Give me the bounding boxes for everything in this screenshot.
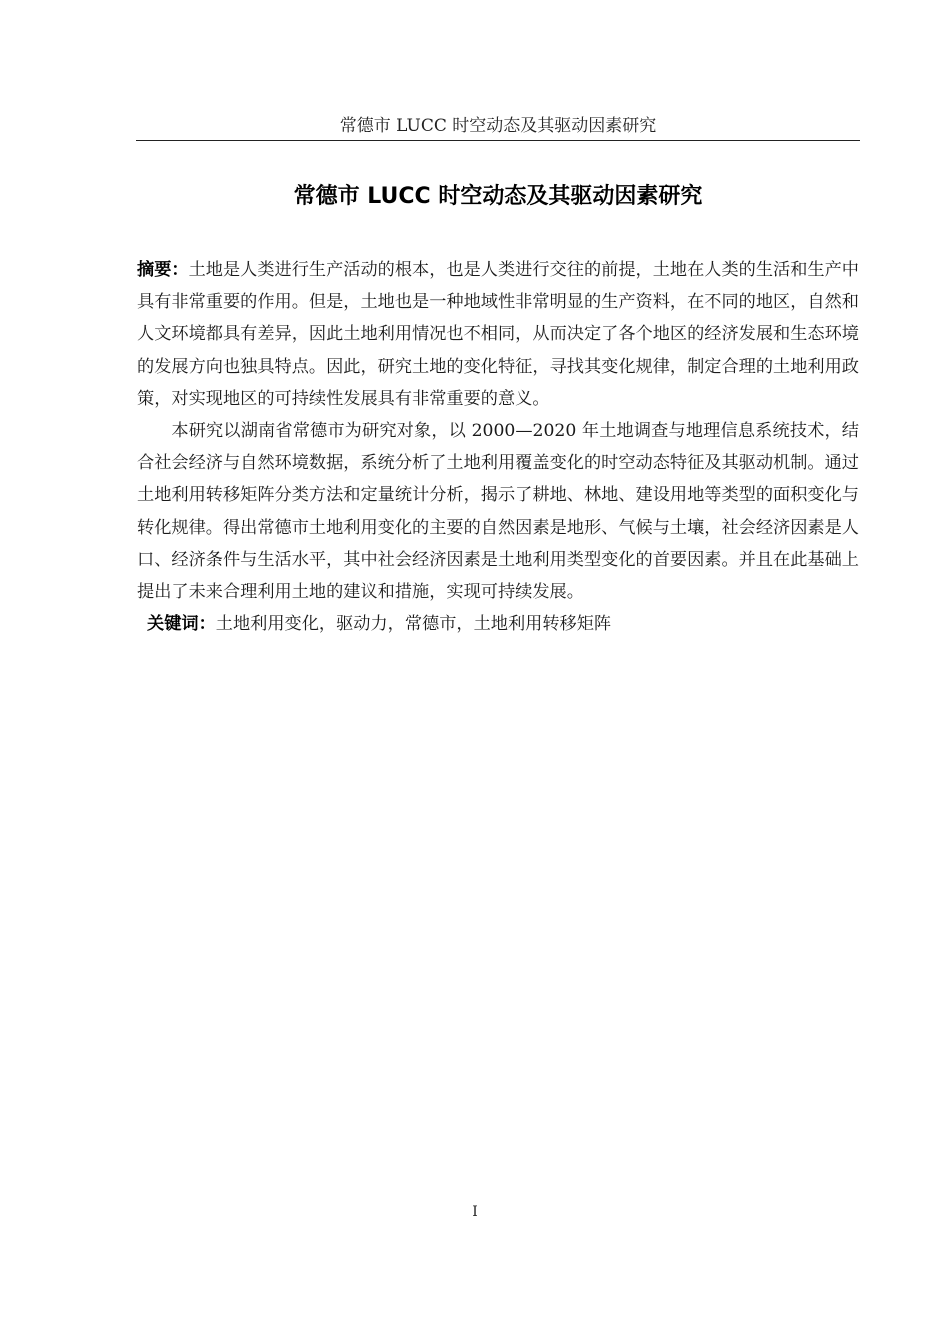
keywords-line xyxy=(137,608,859,640)
abstract-text-1: 土地是人类进行生产活动的根本，也是人类进行交往的前提，土地在人类的生活和生产中具有非常重要的作用。但是，土地也是一种地域性非常明显的生产资料，在不同的地区，自然和人文环境都具有差异，因此土地利用情况也不相同，从而决定了各个地区的经济发展和生态环境的发展方向也独具特点。因此，研究土地的变化特征，寻找其变化规律，制定合理的土地利用政策，对实现地区的可持续性发展具有非常重要的意义。 xyxy=(137,260,859,409)
running-header: 常德市 LUCC 时空动态及其驱动因素研究 xyxy=(339,116,657,136)
abstract-section xyxy=(137,254,859,640)
keywords-label: 关键词： xyxy=(147,614,216,635)
abstract-label: 摘要： xyxy=(137,260,189,280)
keywords-text: 土地利用变化，驱动力，常德市，土地利用转移矩阵 xyxy=(215,614,612,635)
header-divider xyxy=(136,140,860,141)
abstract-paragraph-1 xyxy=(137,254,859,415)
abstract-paragraph-2: 本研究以湖南省常德市为研究对象，以 2000—2020 年土地调查与地理信息系统技术，结合社会经济与自然环境数据，系统分析了土地利用覆盖变化的时空动态特征及其驱动机制。通过土地利用转移矩阵分类方法和定量统计分析，揭示了耕地、林地、建设用地等类型的面积变化与转化规律。得出常德市土地利用变化的主要的自然因素是地形、气候与土壤，社会经济因素是人口、经济条件与生活水平，其中社会经济因素是土地利用类型变化的首要因素。并且在此基础上提出了未来合理利用土地的建议和措施，实现可持续发展。 xyxy=(137,421,859,603)
document-title: 常德市 LUCC 时空动态及其驱动因素研究 xyxy=(293,184,703,209)
page-number: I xyxy=(472,1204,478,1220)
